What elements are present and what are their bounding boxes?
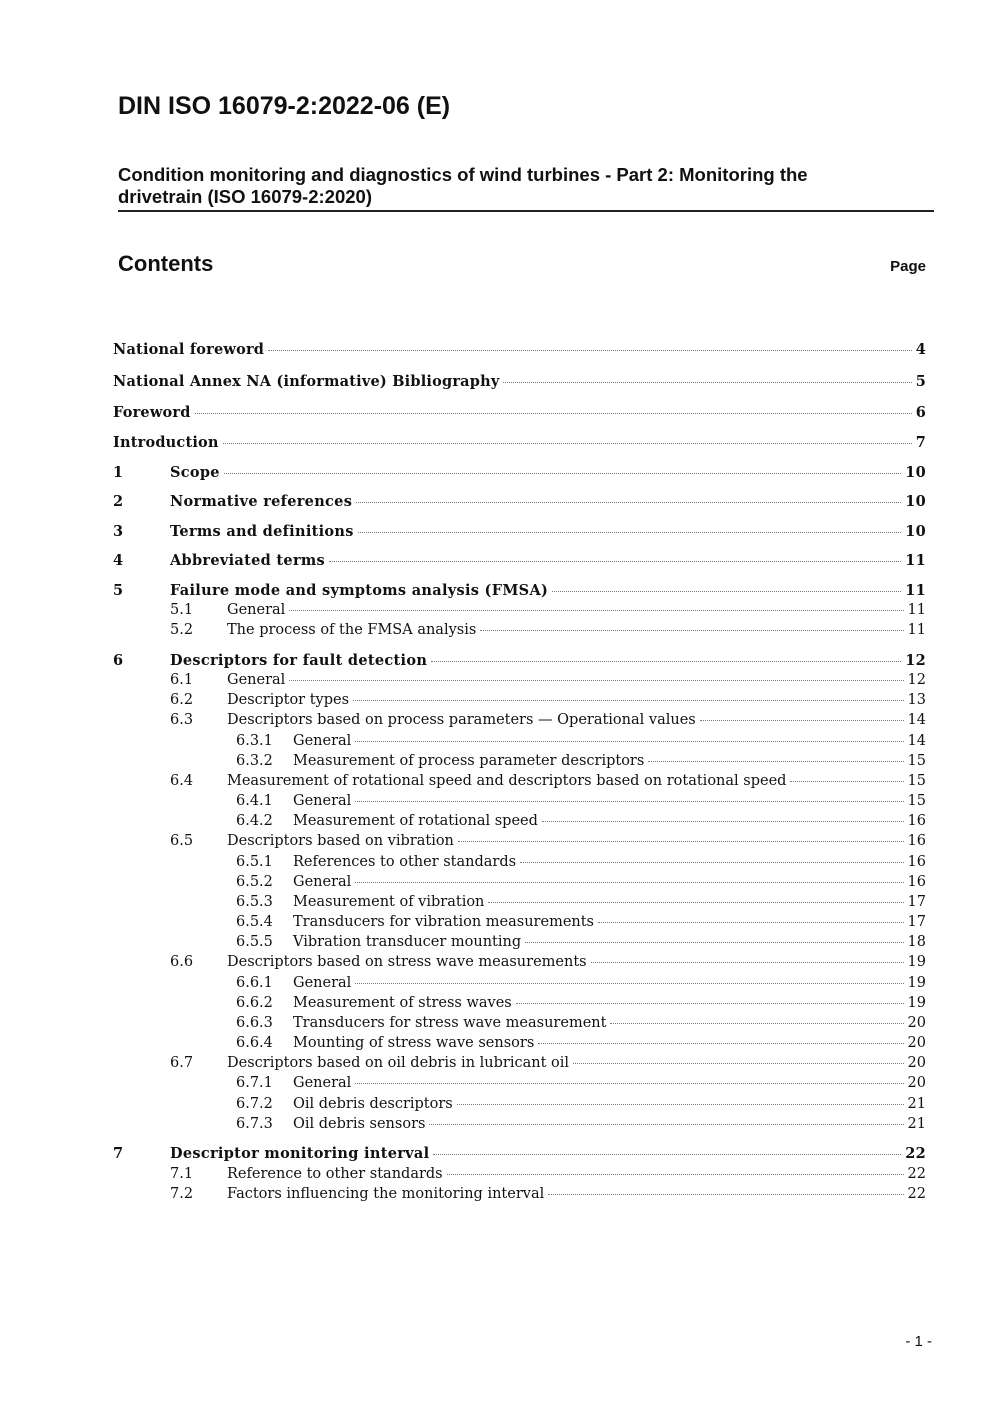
toc-entry-page: 15 — [907, 773, 926, 789]
toc-entry-number: 5.2 — [170, 622, 194, 638]
toc-entry-number: 4 — [113, 552, 124, 569]
dot-leader — [598, 922, 904, 923]
toc-entry-page: 20 — [907, 1055, 926, 1071]
dot-leader — [488, 902, 903, 903]
toc-entry-7[interactable] — [113, 1145, 926, 1165]
dot-leader — [548, 1194, 903, 1195]
toc-entry-foreword[interactable] — [113, 404, 926, 424]
toc-entry-number: 6.5.2 — [236, 874, 273, 890]
toc-entry-page: 21 — [907, 1096, 926, 1112]
toc-entry-number: 6.5.5 — [236, 934, 273, 950]
toc-entry-number: 6.3.1 — [236, 733, 273, 749]
toc-entry-6-4-2[interactable] — [113, 813, 926, 833]
toc-entry-6-5-2[interactable] — [113, 874, 926, 894]
toc-entry-page: 18 — [907, 934, 926, 950]
toc-entry-title: Descriptors based on vibration — [227, 833, 454, 849]
dot-leader — [223, 443, 912, 444]
toc-entry-7-2[interactable] — [113, 1186, 926, 1206]
toc-entry-6-5-5[interactable] — [113, 934, 926, 954]
toc-entry-number: 5.1 — [170, 602, 194, 618]
dot-leader — [610, 1023, 903, 1024]
toc-entry-page: 22 — [907, 1186, 926, 1202]
toc-entry-6-5[interactable] — [113, 833, 926, 853]
toc-entry-title: Descriptor monitoring interval — [170, 1145, 430, 1162]
toc-entry-title: References to other standards — [293, 854, 517, 870]
toc-entry-title: The process of the FMSA analysis — [227, 622, 477, 638]
toc-entry-number: 6.3.2 — [236, 753, 273, 769]
toc-entry-6-3[interactable] — [113, 712, 926, 732]
toc-entry-title: General — [227, 672, 286, 688]
toc-entry-title: Factors influencing the monitoring interval — [227, 1186, 545, 1202]
toc-entry-page: 19 — [907, 995, 926, 1011]
toc-entry-page: 22 — [905, 1145, 926, 1162]
dot-leader — [289, 680, 903, 681]
toc-entry-title: Scope — [170, 464, 220, 481]
dot-leader — [355, 983, 903, 984]
toc-entry-title: General — [293, 874, 352, 890]
toc-entry-6-4-1[interactable] — [113, 793, 926, 813]
toc-entry-page: 22 — [907, 1166, 926, 1182]
toc-entry-title: Measurement of rotational speed — [293, 813, 538, 829]
toc-entry-page: 13 — [907, 692, 926, 708]
dot-leader — [355, 882, 903, 883]
dot-leader — [552, 591, 901, 592]
toc-entry-6-7-3[interactable] — [113, 1116, 926, 1136]
dot-leader — [356, 502, 901, 503]
toc-entry-page: 19 — [907, 954, 926, 970]
toc-entry-6-7[interactable] — [113, 1055, 926, 1075]
toc-entry-4[interactable] — [113, 552, 926, 572]
toc-entry-number: 6 — [113, 652, 124, 669]
toc-entry-number: 2 — [113, 493, 124, 510]
toc-entry-title: Terms and definitions — [170, 523, 354, 540]
dot-leader — [224, 473, 901, 474]
toc-entry-title: General — [293, 1075, 352, 1091]
toc-entry-page: 21 — [907, 1116, 926, 1132]
toc-entry-title: Measurement of process parameter descriptors — [293, 753, 645, 769]
toc-entry-title: General — [293, 975, 352, 991]
toc-entry-title: Descriptors based on oil debris in lubricant oil — [227, 1055, 570, 1071]
toc-entry-6-1[interactable] — [113, 672, 926, 692]
toc-entry-title: Oil debris sensors — [293, 1116, 426, 1132]
toc-entry-number: 6.6.3 — [236, 1015, 273, 1031]
dot-leader — [353, 700, 904, 701]
toc-entry-number: 6.6.1 — [236, 975, 273, 991]
toc-entry-number: 6.5.4 — [236, 914, 273, 930]
dot-leader — [355, 1083, 903, 1084]
dot-leader — [542, 821, 904, 822]
toc-entry-title: Foreword — [113, 404, 191, 421]
toc-entry-6-6-2[interactable] — [113, 995, 926, 1015]
toc-entry-page: 15 — [907, 753, 926, 769]
toc-entry-page: 16 — [907, 854, 926, 870]
toc-entry-page: 17 — [907, 894, 926, 910]
toc-entry-number: 6.5.3 — [236, 894, 273, 910]
dot-leader — [289, 610, 903, 611]
toc-entry-title: Normative references — [170, 493, 353, 510]
dot-leader — [503, 382, 911, 383]
dot-leader — [525, 942, 903, 943]
toc-entry-page: 14 — [907, 733, 926, 749]
toc-entry-number: 7.1 — [170, 1166, 194, 1182]
toc-entry-number: 6.3 — [170, 712, 194, 728]
toc-entry-1[interactable] — [113, 464, 926, 484]
toc-entry-page: 10 — [905, 464, 926, 481]
dot-leader — [648, 761, 903, 762]
contents-heading: Contents — [118, 251, 214, 276]
dot-leader — [700, 720, 904, 721]
toc-entry-introduction[interactable] — [113, 434, 926, 454]
toc-entry-6-5-3[interactable] — [113, 894, 926, 914]
toc-entry-number: 7.2 — [170, 1186, 194, 1202]
toc-entry-page: 10 — [905, 493, 926, 510]
toc-entry-6-4[interactable] — [113, 773, 926, 793]
toc-entry-page: 12 — [905, 652, 926, 669]
toc-entry-number: 6.7.3 — [236, 1116, 273, 1132]
toc-entry-number: 6.4.2 — [236, 813, 273, 829]
toc-entry-title: National foreword — [113, 341, 265, 358]
toc-entry-number: 5 — [113, 582, 124, 599]
toc-entry-page: 14 — [907, 712, 926, 728]
title-divider — [118, 210, 934, 212]
dot-leader — [195, 413, 912, 414]
toc-entry-number: 6.6.2 — [236, 995, 273, 1011]
toc-entry-title: General — [293, 793, 352, 809]
toc-entry-page: 11 — [905, 552, 926, 569]
toc-entry-number: 1 — [113, 464, 124, 481]
toc-entry-page: 19 — [907, 975, 926, 991]
toc-entry-title: General — [227, 602, 286, 618]
toc-entry-number: 6.2 — [170, 692, 194, 708]
toc-entry-6-6-1[interactable] — [113, 975, 926, 995]
dot-leader — [431, 661, 901, 662]
toc-entry-page: 7 — [915, 434, 926, 451]
toc-entry-3[interactable] — [113, 523, 926, 543]
toc-entry-7-1[interactable] — [113, 1166, 926, 1186]
document-title: DIN ISO 16079-2:2022-06 (E) — [118, 92, 451, 120]
toc-entry-national-annex[interactable] — [113, 373, 926, 393]
dot-leader — [538, 1043, 903, 1044]
toc-entry-page: 5 — [915, 373, 926, 390]
dot-leader — [433, 1154, 901, 1155]
toc-entry-number: 6.5.1 — [236, 854, 273, 870]
toc-entry-page: 4 — [915, 341, 926, 358]
toc-entry-number: 7 — [113, 1145, 124, 1162]
toc-entry-number: 6.1 — [170, 672, 194, 688]
toc-entry-number: 6.5 — [170, 833, 194, 849]
document-subtitle: Condition monitoring and diagnostics of wind turbines - Part 2: Monitoring the drivetrain (ISO 16079-2:2020) — [118, 164, 808, 207]
toc-entry-title: Reference to other standards — [227, 1166, 443, 1182]
toc-entry-national-foreword[interactable] — [113, 341, 926, 361]
toc-entry-page: 11 — [907, 622, 926, 638]
toc-entry-title: Descriptors based on stress wave measurements — [227, 954, 587, 970]
toc-entry-title: General — [293, 733, 352, 749]
toc-entry-title: Descriptor types — [227, 692, 350, 708]
toc-entry-title: Mounting of stress wave sensors — [293, 1035, 535, 1051]
toc-entry-5[interactable] — [113, 582, 926, 602]
dot-leader — [355, 741, 903, 742]
toc-entry-page: 12 — [907, 672, 926, 688]
toc-entry-title: Measurement of stress waves — [293, 995, 512, 1011]
toc-entry-6-7-2[interactable] — [113, 1096, 926, 1116]
toc-entry-title: Descriptors for fault detection — [170, 652, 428, 669]
dot-leader — [591, 962, 904, 963]
toc-entry-6[interactable] — [113, 652, 926, 672]
toc-entry-6-5-1[interactable] — [113, 854, 926, 874]
dot-leader — [329, 561, 901, 562]
dot-leader — [516, 1003, 904, 1004]
toc-entry-page: 20 — [907, 1035, 926, 1051]
toc-entry-page: 11 — [907, 602, 926, 618]
toc-entry-5-1[interactable] — [113, 602, 926, 622]
toc-entry-title: Transducers for vibration measurements — [293, 914, 595, 930]
toc-entry-number: 6.7.1 — [236, 1075, 273, 1091]
toc-entry-title: Transducers for stress wave measurement — [293, 1015, 607, 1031]
toc-entry-6-6[interactable] — [113, 954, 926, 974]
toc-entry-6-5-4[interactable] — [113, 914, 926, 934]
toc-entry-5-2[interactable] — [113, 622, 926, 642]
toc-entry-title: Vibration transducer mounting — [293, 934, 522, 950]
toc-entry-number: 6.4 — [170, 773, 194, 789]
toc-entry-number: 6.6.4 — [236, 1035, 273, 1051]
dot-leader — [358, 532, 902, 533]
toc-entry-number: 6.7.2 — [236, 1096, 273, 1112]
toc-entry-page: 16 — [907, 813, 926, 829]
toc-entry-number: 6.7 — [170, 1055, 194, 1071]
toc-entry-title: Abbreviated terms — [170, 552, 325, 569]
toc-entry-page: 17 — [907, 914, 926, 930]
toc-entry-title: Introduction — [113, 434, 219, 451]
toc-entry-page: 16 — [907, 833, 926, 849]
toc-entry-6-3-1[interactable] — [113, 733, 926, 753]
toc-entry-page: 11 — [905, 582, 926, 599]
toc-entry-title: Measurement of vibration — [293, 894, 485, 910]
toc-entry-number: 6.4.1 — [236, 793, 273, 809]
dot-leader — [520, 862, 903, 863]
page-column-heading: Page — [890, 258, 926, 275]
dot-leader — [480, 630, 903, 631]
dot-leader — [573, 1063, 904, 1064]
page-number: - 1 - — [905, 1333, 932, 1350]
toc-entry-page: 15 — [907, 793, 926, 809]
dot-leader — [355, 801, 903, 802]
toc-entry-title: Measurement of rotational speed and descriptors based on rotational speed — [227, 773, 787, 789]
toc-entry-page: 6 — [915, 404, 926, 421]
toc-entry-page: 20 — [907, 1015, 926, 1031]
toc-entry-number: 3 — [113, 523, 124, 540]
dot-leader — [790, 781, 903, 782]
dot-leader — [447, 1174, 904, 1175]
toc-entry-page: 10 — [905, 523, 926, 540]
dot-leader — [458, 841, 904, 842]
toc-entry-6-3-2[interactable] — [113, 753, 926, 773]
toc-entry-page: 16 — [907, 874, 926, 890]
dot-leader — [268, 350, 912, 351]
toc-entry-6-6-4[interactable] — [113, 1035, 926, 1055]
toc-entry-6-7-1[interactable] — [113, 1075, 926, 1095]
toc-entry-page: 20 — [907, 1075, 926, 1091]
toc-entry-number: 6.6 — [170, 954, 194, 970]
toc-entry-6-6-3[interactable] — [113, 1015, 926, 1035]
toc-entry-title: Descriptors based on process parameters — Operational values — [227, 712, 696, 728]
dot-leader — [457, 1104, 904, 1105]
toc-entry-6-2[interactable] — [113, 692, 926, 712]
toc-entry-title: National Annex NA (informative) Bibliography — [113, 373, 500, 390]
toc-entry-title: Oil debris descriptors — [293, 1096, 453, 1112]
toc-entry-title: Failure mode and symptoms analysis (FMSA) — [170, 582, 549, 599]
toc-entry-2[interactable] — [113, 493, 926, 513]
dot-leader — [429, 1124, 903, 1125]
